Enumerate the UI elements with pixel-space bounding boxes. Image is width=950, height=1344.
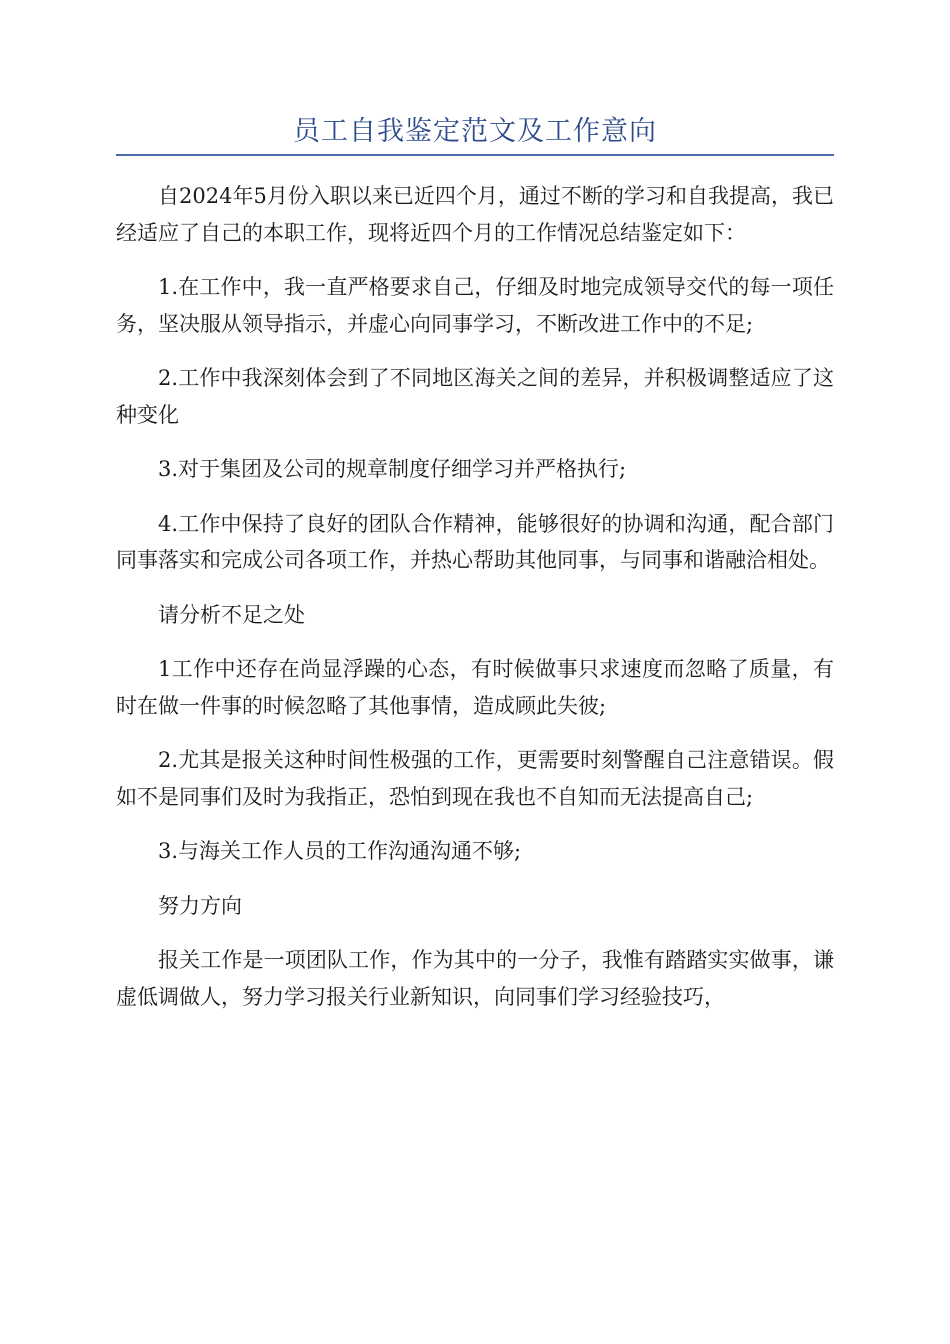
section-heading-shortcomings: 请分析不足之处	[158, 602, 305, 627]
paragraph-shortcoming-3: 3.与海关工作人员的工作沟通沟通不够;	[158, 839, 522, 863]
paragraph-point-2: 2.工作中我深刻体会到了不同地区海关之间的差异，并积极调整适应了这种变化	[116, 366, 834, 427]
document-title: 员工自我鉴定范文及工作意向	[293, 116, 657, 147]
paragraph-point-1: 1.在工作中，我一直严格要求自己，仔细及时地完成领导交代的每一项任务，坚决服从领导指示，并虚心向同事学习，不断改进工作中的不足;	[116, 275, 834, 336]
paragraph-intro: 自2024年5月份入职以来已近四个月，通过不断的学习和自我提高，我已经适应了自己的本职工作，现将近四个月的工作情况总结鉴定如下：	[116, 184, 834, 245]
paragraph-point-4: 4.工作中保持了良好的团队合作精神，能够很好的协调和沟通，配合部门同事落实和完成公司各项工作，并热心帮助其他同事，与同事和谐融洽相处。	[116, 511, 834, 572]
paragraph-point-3: 3.对于集团及公司的规章制度仔细学习并严格执行;	[158, 457, 627, 481]
paragraph-direction: 报关工作是一项团队工作，作为其中的一分子，我惟有踏踏实实做事，谦虚低调做人，努力学习报关行业新知识，向同事们学习经验技巧，	[116, 948, 834, 1009]
paragraph-shortcoming-2: 2.尤其是报关这种时间性极强的工作，更需要时刻警醒自己注意错误。假如不是同事们及时为我指正，恐怕到现在我也不自知而无法提高自己;	[116, 748, 834, 809]
paragraph-shortcoming-1: 1工作中还存在尚显浮躁的心态，有时候做事只求速度而忽略了质量，有时在做一件事的时候忽略了其他事情，造成顾此失彼;	[116, 657, 834, 718]
document-body	[116, 178, 834, 1033]
section-heading-direction: 努力方向	[158, 893, 242, 918]
title-underline	[116, 154, 834, 156]
